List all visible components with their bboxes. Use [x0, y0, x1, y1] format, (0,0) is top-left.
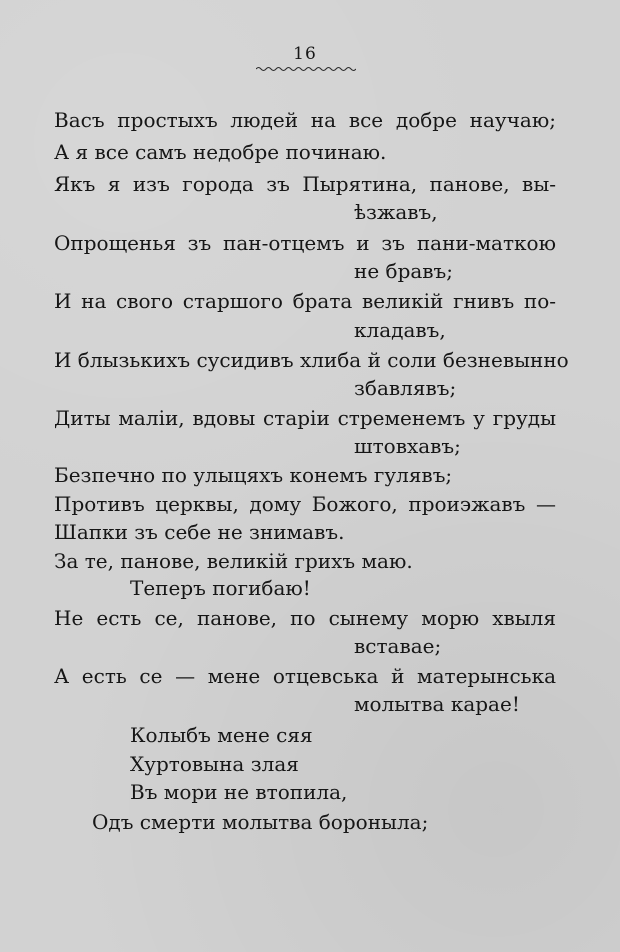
poem-line: Теперъ погибаю! — [130, 576, 311, 600]
poem-line: А я все самъ недобре починаю. — [54, 140, 387, 164]
page-number: 16 — [293, 44, 317, 64]
poem-line: Колыбъ мене сяя — [130, 723, 313, 747]
poem-line: За те, панове, великiй грихъ маю. — [54, 549, 413, 573]
poem-line: Васъ простыхъ людей на все добре научаю; — [54, 108, 556, 132]
poem-line-continuation: ѣзжавъ, — [354, 200, 438, 224]
poem-line-continuation: вставае; — [354, 634, 442, 658]
poem-line: Якъ я изъ города зъ Пырятина, панове, вы- — [54, 172, 556, 196]
poem-line-continuation: штовхавъ; — [354, 434, 461, 458]
poem-line-continuation: молытва карае! — [354, 692, 520, 716]
poem-line: Одъ смерти молытва бороныла; — [92, 810, 429, 834]
poem-line: А есть се — мене отцевська й матерынська — [54, 664, 556, 688]
poem-line: Противъ церквы, дому Божого, проиэжавъ — — [54, 492, 556, 516]
poem-line: И блызькихъ сусидивъ хлиба й соли безневынно — [54, 348, 569, 372]
poem-line-continuation: кладавъ, — [354, 318, 446, 342]
wavy-rule-ornament — [256, 66, 356, 72]
poem-line-continuation: не бравъ; — [354, 259, 454, 283]
poem-line: Диты малiи, вдовы старiи стременемъ у груды — [54, 406, 556, 430]
poem-line: Шапки зъ себе не знимавъ. — [54, 520, 345, 544]
poem-line: Опрощенья зъ пан-отцемъ и зъ пани-маткою — [54, 231, 556, 255]
poem-line: Не есть се, панове, по сынему морю хвыля — [54, 606, 556, 630]
poem-line: Безпечно по улыцяхъ конемъ гулявъ; — [54, 463, 453, 487]
poem-line: И на свого старшого брата великiй гнивъ по- — [54, 289, 556, 313]
poem-line: Въ мори не втопила, — [130, 780, 348, 804]
poem-line: Хуртовына злая — [130, 752, 299, 776]
poem-line-continuation: збавлявъ; — [354, 376, 457, 400]
